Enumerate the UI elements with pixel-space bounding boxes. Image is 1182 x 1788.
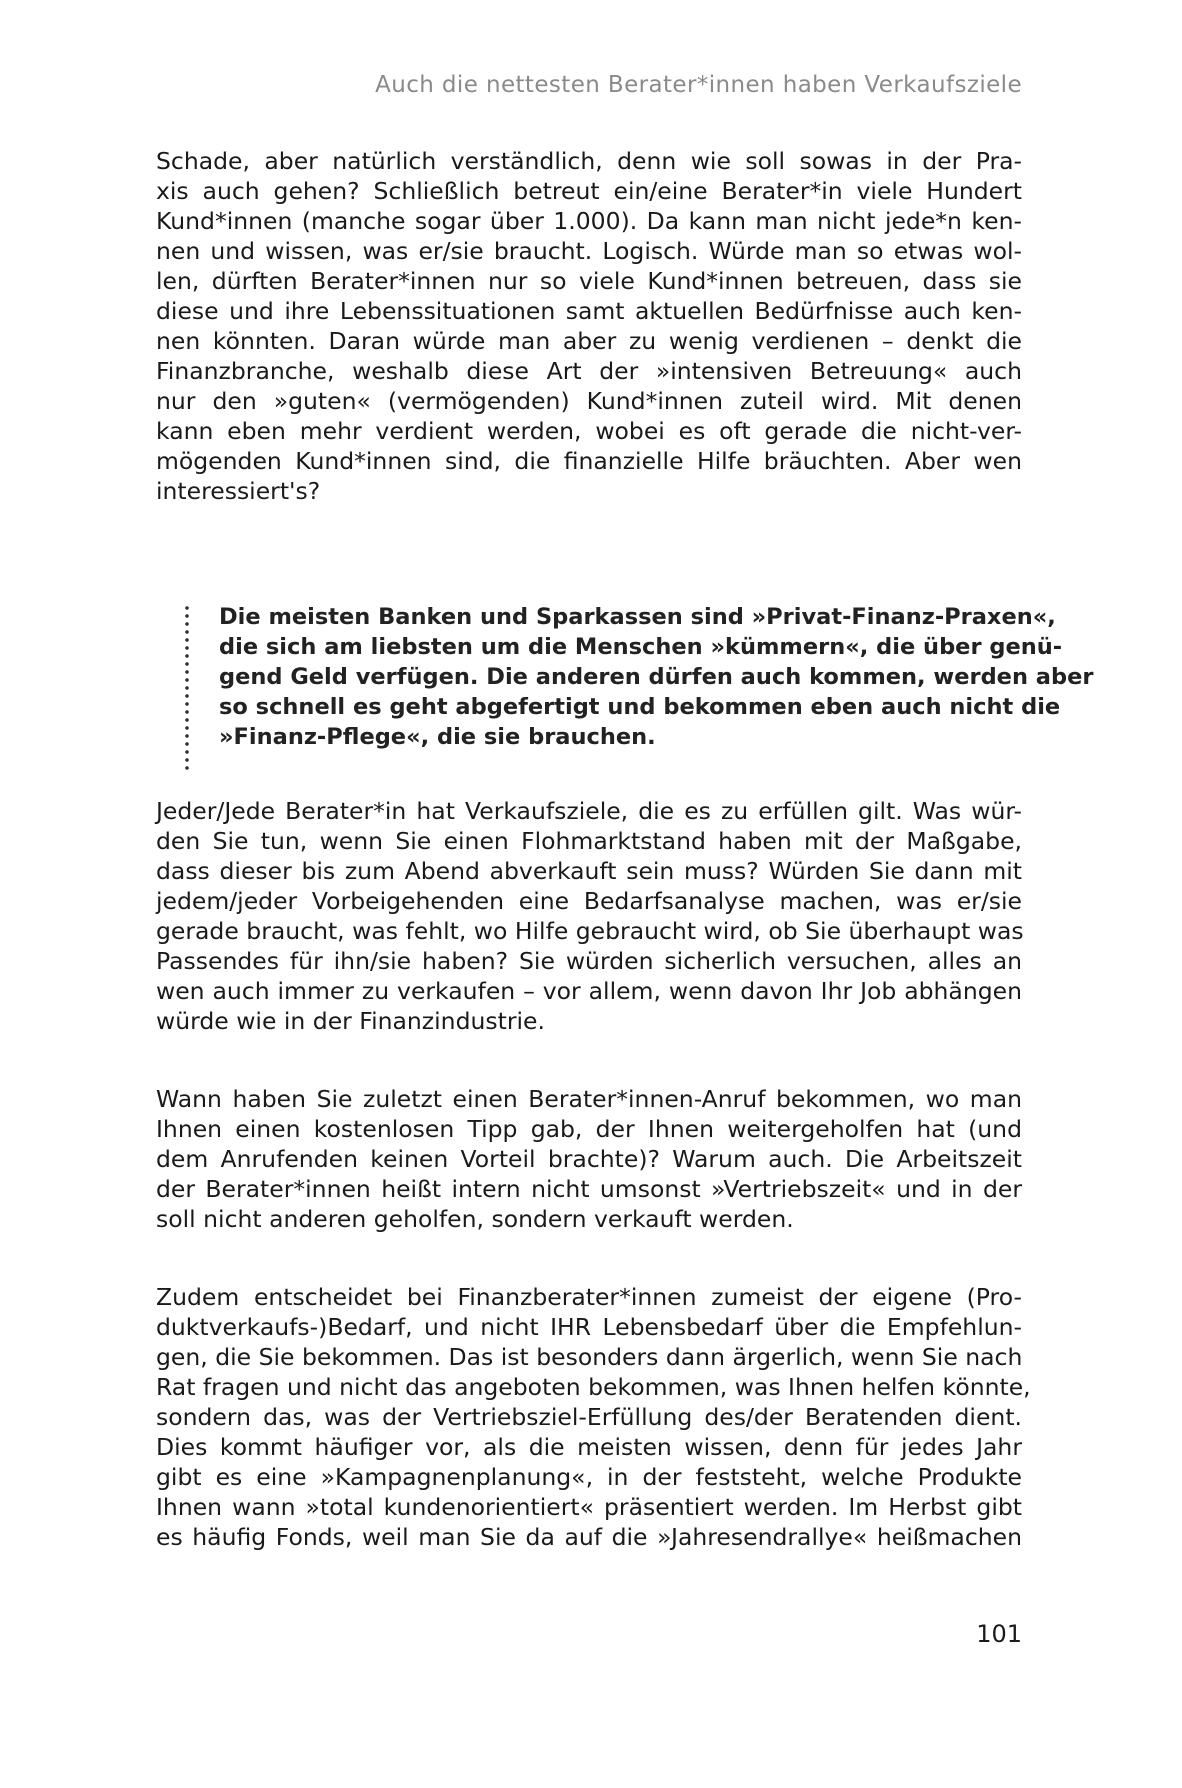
text-line: interessiert's? [156, 477, 321, 505]
text-line: Rat fragen und nicht das angeboten bekommen, was Ihnen helfen könnte, [156, 1373, 1031, 1401]
text-line: Zudem entscheidet bei Finanzberater*innen zumeist der eigene (Pro- [156, 1283, 1022, 1311]
text-line: dem Anrufenden keinen Vorteil brachte)? Warum auch. Die Arbeitszeit [156, 1145, 1022, 1173]
text-line: jedem/jeder Vorbeigehenden eine Bedarfsanalyse machen, was er/sie [156, 887, 1022, 915]
text-line: Dies kommt häufiger vor, als die meisten wissen, denn für jedes Jahr [156, 1433, 1022, 1461]
running-head: Auch die nettesten Berater*innen haben Verkaufsziele [375, 72, 1022, 98]
text-line: mögenden Kund*innen sind, die finanzielle Hilfe bräuchten. Aber wen [156, 447, 1022, 475]
text-line: den Sie tun, wenn Sie einen Flohmarktstand haben mit der Maßgabe, [156, 827, 1022, 855]
text-line: nur den »guten« (vermögenden) Kund*innen zuteil wird. Mit denen [156, 387, 1022, 415]
text-line: Finanzbranche, weshalb diese Art der »intensiven Betreuung« auch [156, 357, 1022, 385]
text-line: Kund*innen (manche sogar über 1.000). Da kann man nicht jede*n ken- [156, 207, 1022, 235]
text-line: len, dürften Berater*innen nur so viele Kund*innen betreuen, dass sie [156, 267, 1022, 295]
text-line: gen, die Sie bekommen. Das ist besonders dann ärgerlich, wenn Sie nach [156, 1343, 1023, 1371]
text-line: Jeder/Jede Berater*in hat Verkaufsziele, die es zu erfüllen gilt. Was wür- [156, 797, 1022, 825]
callout-line: »Finanz-Pflege«, die sie brauchen. [219, 724, 656, 750]
text-line: wen auch immer zu verkaufen – vor allem, wenn davon Ihr Job abhängen [156, 977, 1022, 1005]
text-line: gibt es eine »Kampagnenplanung«, in der feststeht, welche Produkte [156, 1463, 1022, 1491]
text-line: xis auch gehen? Schließlich betreut ein/eine Berater*in viele Hundert [156, 177, 1022, 205]
callout-line: gend Geld verfügen. Die anderen dürfen auch kommen, werden aber [219, 664, 1094, 690]
text-line: duktverkaufs-)Bedarf, und nicht IHR Lebensbedarf über die Empfehlun- [156, 1313, 1022, 1341]
text-line: soll nicht anderen geholfen, sondern verkauft werden. [156, 1205, 794, 1233]
text-line: Schade, aber natürlich verständlich, denn wie soll sowas in der Pra- [156, 147, 1022, 175]
text-line: nen könnten. Daran würde man aber zu wenig verdienen – denkt die [156, 327, 1022, 355]
text-line: Passendes für ihn/sie haben? Sie würden sicherlich versuchen, alles an [156, 947, 1022, 975]
text-line: Ihnen wann »total kundenorientiert« präsentiert werden. Im Herbst gibt [156, 1493, 1022, 1521]
text-line: der Berater*innen heißt intern nicht umsonst »Vertriebszeit« und in der [156, 1175, 1022, 1203]
callout-line: so schnell es geht abgefertigt und bekommen eben auch nicht die [219, 694, 1061, 720]
text-line: nen und wissen, was er/sie braucht. Logisch. Würde man so etwas wol- [156, 237, 1022, 265]
text-line: Wann haben Sie zuletzt einen Berater*innen-Anruf bekommen, wo man [156, 1085, 1022, 1113]
text-line: gerade braucht, was fehlt, wo Hilfe gebraucht wird, ob Sie überhaupt was [156, 917, 1024, 945]
text-line: dass dieser bis zum Abend abverkauft sein muss? Würden Sie dann mit [156, 857, 1022, 885]
text-line: sondern das, was der Vertriebsziel-Erfüllung des/der Beratenden dient. [156, 1403, 1022, 1431]
callout-line: Die meisten Banken und Sparkassen sind »Privat-Finanz-Praxen«, [219, 604, 1056, 630]
text-line: diese und ihre Lebenssituationen samt aktuellen Bedürfnisse auch ken- [156, 297, 1022, 325]
text-line: Ihnen einen kostenlosen Tipp gab, der Ihnen weitergeholfen hat (und [156, 1115, 1022, 1143]
callout-line: die sich am liebsten um die Menschen »kümmern«, die über genü- [219, 634, 1063, 660]
dotted-rule [185, 604, 189, 770]
page-number: 101 [976, 1620, 1022, 1648]
text-line: würde wie in der Finanzindustrie. [156, 1007, 545, 1035]
text-line: es häufig Fonds, weil man Sie da auf die »Jahresendrallye« heißmachen [156, 1523, 1022, 1551]
text-line: kann eben mehr verdient werden, wobei es oft gerade die nicht-ver- [156, 417, 1022, 445]
